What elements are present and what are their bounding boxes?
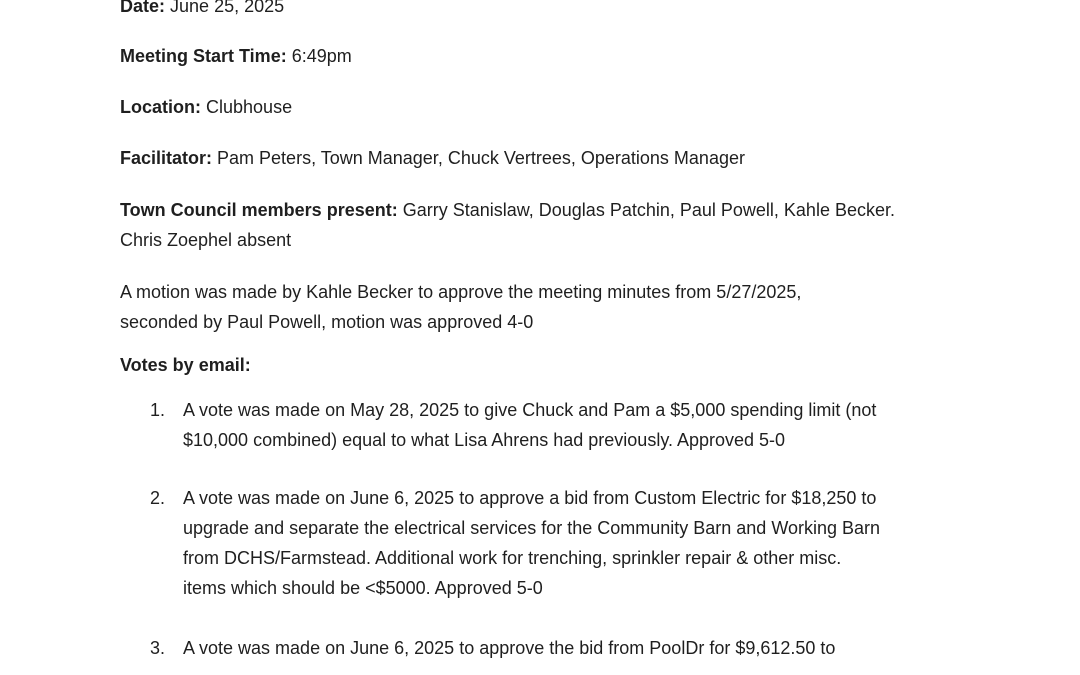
vote-line: items which should be <$5000. Approved 5-0 <box>183 578 543 598</box>
location-value: Clubhouse <box>206 97 293 117</box>
council-field-cont <box>120 225 291 255</box>
council-value-line1: Garry Stanislaw, Douglas Patchin, Paul Powell, Kahle Becker. <box>402 200 895 220</box>
date-field <box>120 0 284 21</box>
date-value: June 25, 2025 <box>170 0 285 16</box>
motion-line-1 <box>120 277 801 307</box>
vote-line: upgrade and separate the electrical services for the Community Barn and Working Barn <box>183 518 881 538</box>
start-time-field <box>120 41 352 71</box>
start-time-label: Meeting Start Time: <box>120 46 287 66</box>
vote-text <box>183 483 938 603</box>
council-field <box>120 195 895 225</box>
vote-line: A vote was made on June 6, 2025 to approve the bid from PoolDr for $9,612.50 to <box>183 638 836 658</box>
date-label: Date: <box>120 0 166 16</box>
vote-line: $10,000 combined) equal to what Lisa Ahrens had previously. Approved 5-0 <box>183 430 786 450</box>
location-label: Location: <box>120 97 201 117</box>
council-label: Town Council members present: <box>120 200 398 220</box>
motion-text-1: A motion was made by Kahle Becker to approve the meeting minutes from 5/27/2025, <box>120 282 802 302</box>
location-field <box>120 92 292 122</box>
start-time-value: 6:49pm <box>291 46 352 66</box>
vote-line: A vote was made on May 28, 2025 to give Chuck and Pam a $5,000 spending limit (not <box>183 400 877 420</box>
vote-number: 1. <box>150 400 166 420</box>
vote-line: A vote was made on June 6, 2025 to approve a bid from Custom Electric for $18,250 to <box>183 488 877 508</box>
facilitator-field <box>120 143 745 173</box>
vote-text <box>183 633 938 663</box>
council-value-line2: Chris Zoephel absent <box>120 230 292 250</box>
facilitator-label: Facilitator: <box>120 148 213 168</box>
votes-heading: Votes by email: <box>120 355 251 375</box>
vote-line: from DCHS/Farmstead. Additional work for trenching, sprinkler repair & other misc. <box>183 548 842 568</box>
vote-text <box>183 395 938 455</box>
motion-line-2 <box>120 307 533 337</box>
motion-text-2: seconded by Paul Powell, motion was approved 4-0 <box>120 312 534 332</box>
vote-number: 3. <box>150 638 166 658</box>
vote-number: 2. <box>150 488 166 508</box>
facilitator-value: Pam Peters, Town Manager, Chuck Vertrees, Operations Manager <box>217 148 745 168</box>
